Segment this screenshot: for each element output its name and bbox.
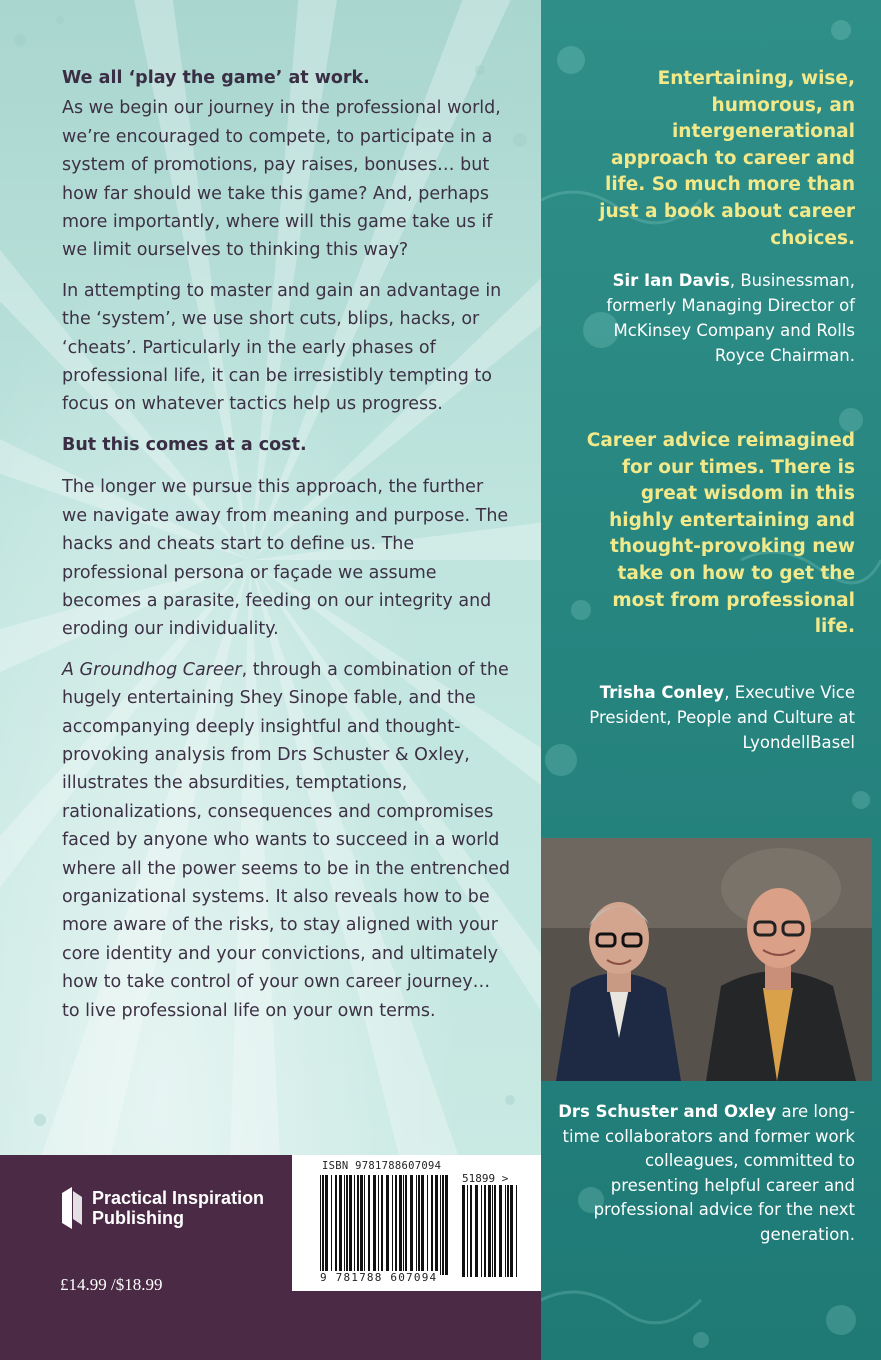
endorsement-attribution-1: Sir Ian Davis, Businessman, formerly Managing Director of McKinsey Company and Rolls Royce Chairman. bbox=[606, 271, 855, 365]
authors-name: Drs Schuster and Oxley bbox=[558, 1102, 777, 1121]
authors-bio bbox=[555, 1100, 855, 1247]
blurb-paragraph-3: The longer we pursue this approach, the further we navigate away from meaning and purpose. The hacks and cheats start to define us. The professional persona or façade we assume becomes a parasite, feeding on our integrity and eroding our individuality. bbox=[62, 477, 509, 640]
publisher-logo-icon bbox=[60, 1185, 84, 1231]
endorsement-quote-1: Entertaining, wise, humorous, an intergenerational approach to career and life. So much more than just a book about career choices. bbox=[599, 68, 855, 249]
blurb-text bbox=[62, 64, 512, 1037]
endorsement-attribution-2: Trisha Conley, Executive Vice President, People and Culture at LyondellBasel bbox=[589, 683, 855, 752]
blurb-paragraph-2: In attempting to master and gain an advantage in the ‘system’, we use short cuts, blips, hacks, or ‘cheats’. Particularly in the early phases of professional life, it can be irresistibly tempting to focus on whatever tactics help us progress. bbox=[62, 280, 502, 415]
barcode-addon-number: 51899 > bbox=[462, 1172, 509, 1185]
endorser-name-1: Sir Ian Davis bbox=[612, 271, 730, 290]
endorser-role-1: Businessman, formerly Managing Director of McKinsey Company and Rolls Royce Chairman. bbox=[606, 271, 855, 365]
isbn-barcode bbox=[292, 1155, 541, 1291]
endorser-name-2: Trisha Conley bbox=[599, 683, 725, 702]
endorsements-panel bbox=[541, 0, 881, 1360]
blurb-bold-line: But this comes at a cost. bbox=[62, 434, 307, 455]
authors-photo bbox=[541, 838, 872, 1081]
blurb-lead: We all ‘play the game’ at work. bbox=[62, 68, 370, 88]
authors-bio-text: are long-time collaborators and former work colleagues, committed to presenting helpful career and professional advice for the next generation. bbox=[562, 1102, 855, 1244]
endorser-role-2: Executive Vice President, People and Culture at LyondellBasel bbox=[589, 683, 855, 752]
publisher-logo bbox=[60, 1185, 264, 1231]
endorsement-quote-2: Career advice reimagined for our times. There is great wisdom in this highly entertaining and thought-provoking new take on how to get the most from professional life. bbox=[586, 430, 855, 638]
blurb-paragraph-4 bbox=[62, 656, 512, 1025]
blurb-paragraph-1: As we begin our journey in the professional world, we’re encouraged to compete, to participate in a system of promotions, pay raises, bonuses… but how far should we take this game? And, perhaps more importantly, where will this game take us if we limit ourselves to thinking this way? bbox=[62, 98, 501, 261]
barcode-addon-bars bbox=[462, 1185, 520, 1277]
price: £14.99 /$18.99 bbox=[60, 1275, 163, 1294]
blurb-paragraph-4-text: , through a combination of the hugely entertaining Shey Sinope fable, and the accompanying deeply insightful and thought-provoking analysis from Drs Schuster & Oxley, illustrates the absurdities, temptations, rationalizations, consequences and compromises faced by anyone who wants to succeed in a world where all the power seems to be in the entrenched organizational systems. It also reveals how to be more aware of the risks, to stay aligned with your core identity and your convictions, and ultimately how to take control of your own career journey… to live professional life on your own terms. bbox=[62, 659, 510, 1021]
publisher-name-line-1: Practical Inspiration bbox=[92, 1188, 265, 1208]
barcode-main-bars bbox=[320, 1175, 450, 1275]
authors-photo-illustration bbox=[541, 838, 872, 1081]
publisher-name-line-2: Publishing bbox=[92, 1208, 184, 1228]
isbn-label: ISBN 9781788607094 bbox=[322, 1160, 442, 1172]
barcode-digits: 9 781788 607094 bbox=[320, 1271, 438, 1284]
book-title: A Groundhog Career bbox=[62, 659, 242, 680]
publisher-name bbox=[92, 1188, 264, 1228]
